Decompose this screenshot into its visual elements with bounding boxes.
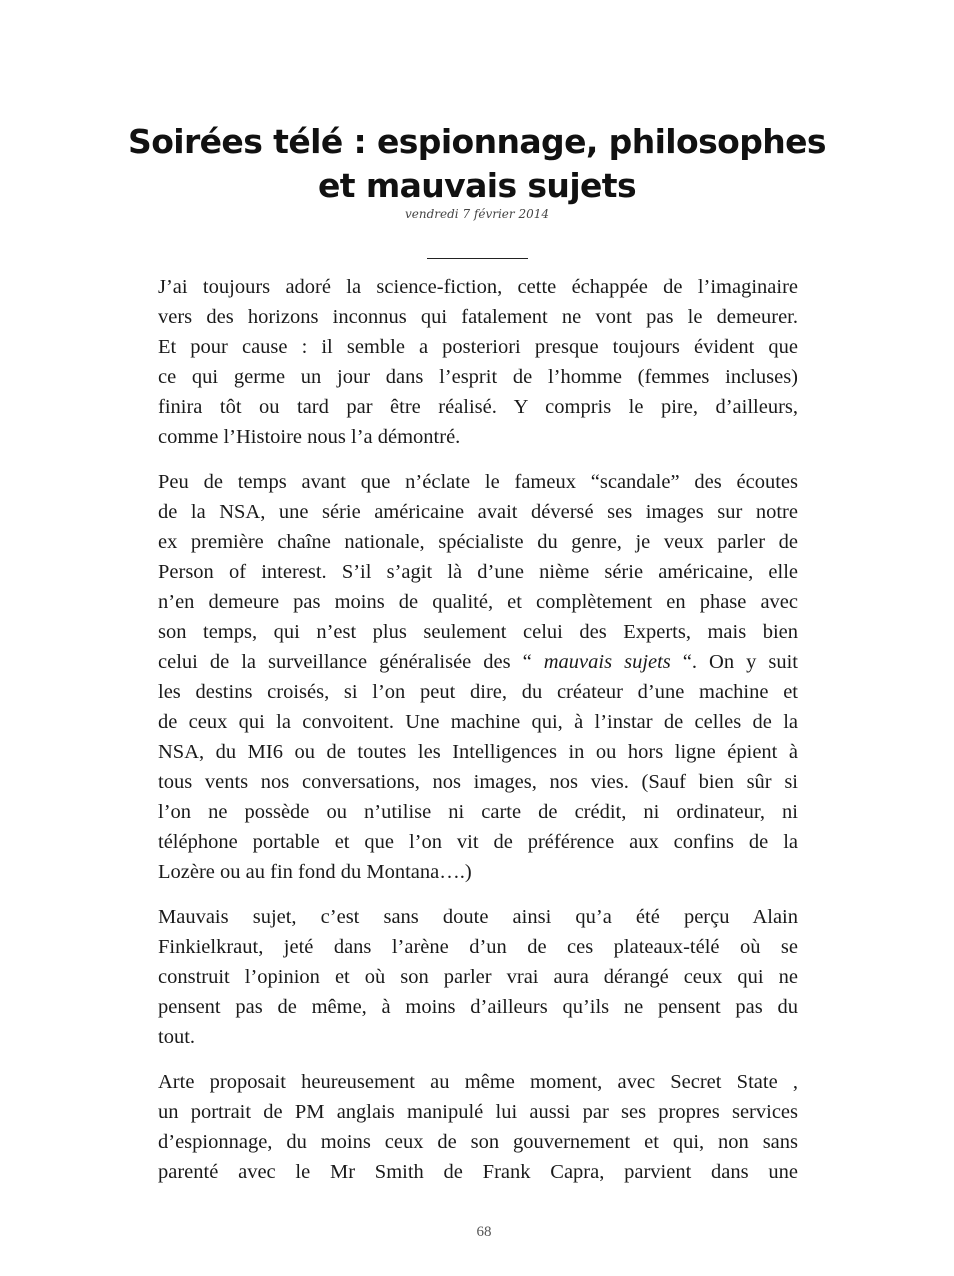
article-title	[120, 120, 834, 208]
text-line: ex première chaîne nationale, spécialiste du genre, je veux parler de	[158, 531, 798, 553]
text-line: d’espionnage, du moins ceux de son gouvernement et qui, non sans	[158, 1131, 798, 1153]
text-line: Lozère ou au fin fond du Montana….)	[158, 861, 472, 883]
text-line: finira tôt ou tard par être réalisé. Y compris le pire, d’ailleurs,	[158, 396, 798, 418]
text-line: n’en demeure pas moins de qualité, et complètement en phase avec	[158, 591, 798, 613]
text-line: J’ai toujours adoré la science-fiction, cette échappée de l’imaginaire	[158, 276, 798, 298]
article-body	[158, 272, 798, 1202]
text-line: comme l’Histoire nous l’a démontré.	[158, 426, 461, 448]
text-line: Finkielkraut, jeté dans l’arène d’un de ces plateaux-télé où se	[158, 936, 798, 958]
text-line: les destins croisés, si l’on peut dire, du créateur d’une machine et	[158, 681, 798, 703]
text-line: son temps, qui n’est plus seulement celui des Experts, mais bien	[158, 621, 798, 643]
text-line: Mauvais sujet, c’est sans doute ainsi qu’a été perçu Alain	[158, 906, 798, 928]
article-title-line-2: et mauvais sujets	[317, 166, 637, 205]
paragraph-2	[158, 467, 798, 887]
text-line: pensent pas de même, à moins d’ailleurs qu’ils ne pensent pas du	[158, 996, 798, 1018]
text-line: vers des horizons inconnus qui fatalement ne vont pas le demeurer.	[158, 306, 798, 328]
text-line: téléphone portable et que l’on vit de préférence aux confins de la	[158, 831, 798, 853]
emphasis-suffix: “. On y suit	[670, 651, 799, 673]
text-line: un portrait de PM anglais manipulé lui aussi par ses propres services	[158, 1101, 798, 1123]
emphasis-prefix: celui de la surveillance généralisée des “	[158, 651, 544, 673]
text-line: Arte proposait heureusement au même moment, avec Secret State ,	[158, 1071, 798, 1093]
text-line: Peu de temps avant que n’éclate le fameux “scandale” des écoutes	[158, 471, 798, 493]
page-number: 68	[476, 1224, 492, 1240]
paragraph-4	[158, 1067, 798, 1187]
paragraph-1	[158, 272, 798, 452]
text-line: de la NSA, une série américaine avait déversé ses images sur notre	[158, 501, 798, 523]
title-separator-rule	[427, 258, 528, 259]
text-line: tous vents nos conversations, nos images, nos vies. (Sauf bien sûr si	[158, 771, 798, 793]
text-line: parenté avec le Mr Smith de Frank Capra, parvient dans une	[158, 1161, 798, 1183]
text-line: NSA, du MI6 ou de toutes les Intelligences in ou hors ligne épient à	[158, 741, 798, 763]
text-line: de ceux qui la convoitent. Une machine qui, à l’instar de celles de la	[158, 711, 798, 733]
emphasized-phrase: mauvais sujets	[543, 651, 671, 673]
text-line: l’on ne possède ou n’utilise ni carte de crédit, ni ordinateur, ni	[158, 801, 798, 823]
text-line: ce qui germe un jour dans l’esprit de l’homme (femmes incluses)	[158, 366, 798, 388]
text-line: construit l’opinion et où son parler vrai aura dérangé ceux qui ne	[158, 966, 798, 988]
paragraph-3	[158, 902, 798, 1052]
text-line: Et pour cause : il semble a posteriori presque toujours évident que	[158, 336, 798, 358]
text-line-with-emphasis	[158, 647, 798, 677]
article-date: vendredi 7 février 2014	[405, 207, 549, 221]
text-line: tout.	[158, 1026, 196, 1048]
article-title-line-1: Soirées télé : espionnage, philosophes	[128, 122, 826, 161]
text-line: Person of interest. S’il s’agit là d’une nième série américaine, elle	[158, 561, 798, 583]
